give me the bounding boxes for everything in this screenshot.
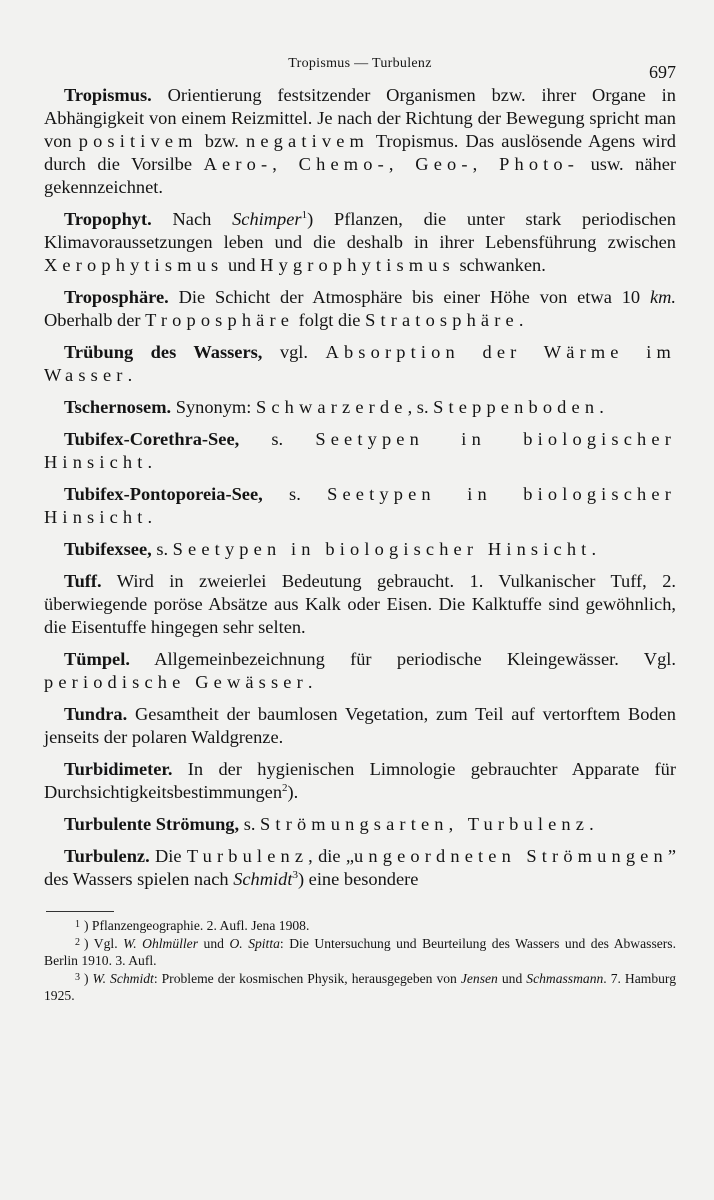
entry-text: . bbox=[307, 672, 313, 692]
spaced-term: Schwarzerde bbox=[255, 397, 408, 417]
footnote-ref[interactable]: 3 bbox=[292, 868, 298, 881]
entry-text: Die Schicht der Atmosphäre bis einer Höhe von etwa 10 bbox=[168, 287, 650, 307]
entry-text: und bbox=[223, 255, 261, 275]
entry-text: Oberhalb der bbox=[44, 310, 146, 330]
entry-text: usw. näher gekennzeichnet. bbox=[44, 154, 677, 197]
entry-text: Die bbox=[149, 846, 187, 866]
running-title: Tropismus — Turbulenz bbox=[288, 56, 432, 71]
entry-text: s. bbox=[262, 484, 328, 504]
headword: Tundra. bbox=[64, 704, 128, 724]
spaced-term: Hygrophytismus bbox=[260, 255, 455, 275]
entry-text: Orientierung festsitzender Organismen bzw. ihrer Organe in Abhängigkeit von einem Reizmittel. Je nach der Richtung der Bewegung spricht man von bbox=[44, 85, 676, 151]
entry-text: s. bbox=[239, 814, 261, 834]
author-name: Schmidt bbox=[233, 869, 293, 889]
headword: Tubifexsee, bbox=[64, 539, 152, 559]
page-number: 697 bbox=[649, 62, 676, 82]
entry-text: , die „ bbox=[308, 846, 355, 866]
headword: Tropismus. bbox=[64, 85, 152, 105]
footnote-marker: 2 bbox=[75, 937, 80, 948]
entry-text: . bbox=[591, 539, 597, 559]
spaced-term: negativem bbox=[246, 131, 369, 151]
author-name: Schimper bbox=[232, 209, 302, 229]
footnote-ref[interactable]: 1 bbox=[301, 208, 308, 221]
headword: Tuff. bbox=[64, 571, 102, 591]
entry-text: , s. bbox=[407, 397, 434, 417]
spaced-term: Xerophytismus bbox=[44, 255, 224, 275]
entry-truebung bbox=[44, 341, 676, 387]
book-page bbox=[44, 48, 676, 1004]
author-name: W. Schmidt bbox=[92, 971, 154, 986]
entry-text: Synonym: bbox=[171, 397, 256, 417]
footnote-2 bbox=[44, 934, 676, 969]
entry-turbulenz bbox=[44, 845, 676, 891]
footnote-ref[interactable]: 2 bbox=[282, 781, 288, 794]
footnote-text: : Probleme der kosmischen Physik, herausgegeben von bbox=[153, 971, 461, 986]
entry-text: ) eine besondere bbox=[297, 869, 419, 889]
author-name: O. Spitta bbox=[229, 936, 280, 951]
footnote-marker: 3 bbox=[75, 972, 80, 983]
cross-reference[interactable]: Seetypen in biologischer Hinsicht bbox=[44, 484, 676, 527]
headword: Tropophyt. bbox=[64, 209, 152, 229]
headword: Tubifex-Pontoporeia-See, bbox=[64, 484, 263, 504]
footnote-divider bbox=[46, 911, 114, 912]
spaced-term: Aero-, Chemo-, Geo-, Photo- bbox=[203, 154, 580, 174]
entry-text: Nach bbox=[151, 209, 233, 229]
entry-text: s. bbox=[239, 429, 316, 449]
entry-tubifex-pontoporeia-see bbox=[44, 483, 676, 529]
entry-text: . bbox=[127, 365, 133, 385]
headword: Tschernosem. bbox=[64, 397, 172, 417]
entry-text: ). bbox=[287, 782, 299, 802]
entry-tropophyt bbox=[44, 208, 676, 277]
running-head bbox=[44, 48, 676, 84]
entry-text: schwanken. bbox=[454, 255, 546, 275]
footnote-text: ) Vgl. bbox=[84, 936, 124, 951]
headword: Turbulente Strömung, bbox=[64, 814, 240, 834]
footnote-text: ) bbox=[84, 971, 93, 986]
entry-text: . bbox=[599, 397, 604, 417]
entry-text: s. bbox=[151, 539, 173, 559]
entry-tubifexsee bbox=[44, 538, 676, 561]
footnote-text: ) Pflanzengeographie. 2. Aufl. Jena 1908. bbox=[84, 918, 310, 933]
headword: Trübung des Wassers, bbox=[64, 342, 263, 362]
entry-text: vgl. bbox=[262, 342, 326, 362]
entry-tuempel bbox=[44, 648, 676, 694]
cross-reference[interactable]: periodische Gewässer bbox=[44, 672, 308, 692]
entry-tschernosem bbox=[44, 396, 676, 419]
entry-tundra bbox=[44, 703, 676, 749]
spaced-term: Stratosphäre bbox=[365, 310, 519, 330]
entry-text: Wird in zweierlei Bedeutung gebraucht. 1. Vulkanischer Tuff, 2. überwiegende poröse Absätze aus Kalk oder Eisen. Die Kalktuffe sind gewöhnlich, die Eisentuffe hingegen sehr selten. bbox=[44, 571, 676, 637]
footnote-1 bbox=[44, 916, 676, 934]
entry-text: . bbox=[147, 452, 153, 472]
entry-text: bzw. bbox=[197, 131, 246, 151]
cross-reference[interactable]: Absorption der Wärme im Wasser bbox=[44, 342, 677, 385]
spaced-term: Troposphäre bbox=[145, 310, 295, 330]
unit: km. bbox=[649, 287, 676, 307]
headword: Turbulenz. bbox=[64, 846, 150, 866]
entry-tuff bbox=[44, 570, 676, 639]
entry-text: Allgemeinbezeichnung für periodische Kleingewässer. Vgl. bbox=[129, 649, 676, 669]
footnote-3 bbox=[44, 969, 676, 1004]
entry-turbulente-stroemung bbox=[44, 813, 676, 836]
footnote-marker: 1 bbox=[75, 919, 80, 930]
entry-text: Gesamtheit der baumlosen Vegetation, zum Teil auf vertorftem Boden jenseits der polaren Waldgrenze. bbox=[44, 704, 676, 747]
footnote-text: : Die Untersuchung und Beurteilung des Wassers und des Abwassers. Berlin 1910. 3. Aufl. bbox=[44, 936, 676, 968]
entry-text: . bbox=[147, 507, 153, 527]
cross-reference[interactable]: Strömungsarten, Turbulenz bbox=[260, 814, 590, 834]
entry-tubifex-corethra-see bbox=[44, 428, 676, 474]
headword: Troposphäre. bbox=[64, 287, 169, 307]
spaced-term: positivem bbox=[78, 131, 198, 151]
entry-text: ” des Wassers spielen nach bbox=[44, 846, 677, 889]
footnotes bbox=[44, 916, 676, 1004]
entry-text: In der hygienischen Limnologie gebrauchter Apparate für Durchsichtigkeitsbestimmungen bbox=[44, 759, 676, 802]
headword: Tubifex-Corethra-See, bbox=[64, 429, 240, 449]
author-name: W. Ohlmüller bbox=[123, 936, 199, 951]
entry-text: ) Pflanzen, die unter stark periodischen Klimavoraussetzungen leben und die deshalb in ihrer Lebensführung zwischen bbox=[44, 209, 676, 252]
entry-troposphaere bbox=[44, 286, 676, 332]
entry-turbidimeter bbox=[44, 758, 676, 804]
author-name: Jensen bbox=[460, 971, 498, 986]
entry-text: . bbox=[518, 310, 524, 330]
entry-text: folgt die bbox=[294, 310, 366, 330]
entry-text: . bbox=[589, 814, 594, 834]
headword: Turbidimeter. bbox=[64, 759, 173, 779]
entry-tropismus bbox=[44, 84, 676, 199]
spaced-term: Turbulenz bbox=[186, 846, 309, 866]
cross-reference[interactable]: Seetypen in biologischer Hinsicht bbox=[44, 429, 676, 472]
headword: Tümpel. bbox=[64, 649, 130, 669]
spaced-term: ungeordneten Strömungen bbox=[354, 846, 668, 866]
author-name: Schmassmann bbox=[526, 971, 604, 986]
cross-reference[interactable]: Steppenboden bbox=[433, 397, 600, 417]
footnote-text: . 7. Hamburg 1925. bbox=[44, 971, 676, 1003]
entry-text: Tropismus. Das auslösende Agens wird durch die Vorsilbe bbox=[44, 131, 676, 174]
footnote-text: und bbox=[497, 971, 527, 986]
footnote-text: und bbox=[198, 936, 230, 951]
cross-reference[interactable]: Seetypen in biologischer Hinsicht bbox=[172, 539, 592, 559]
